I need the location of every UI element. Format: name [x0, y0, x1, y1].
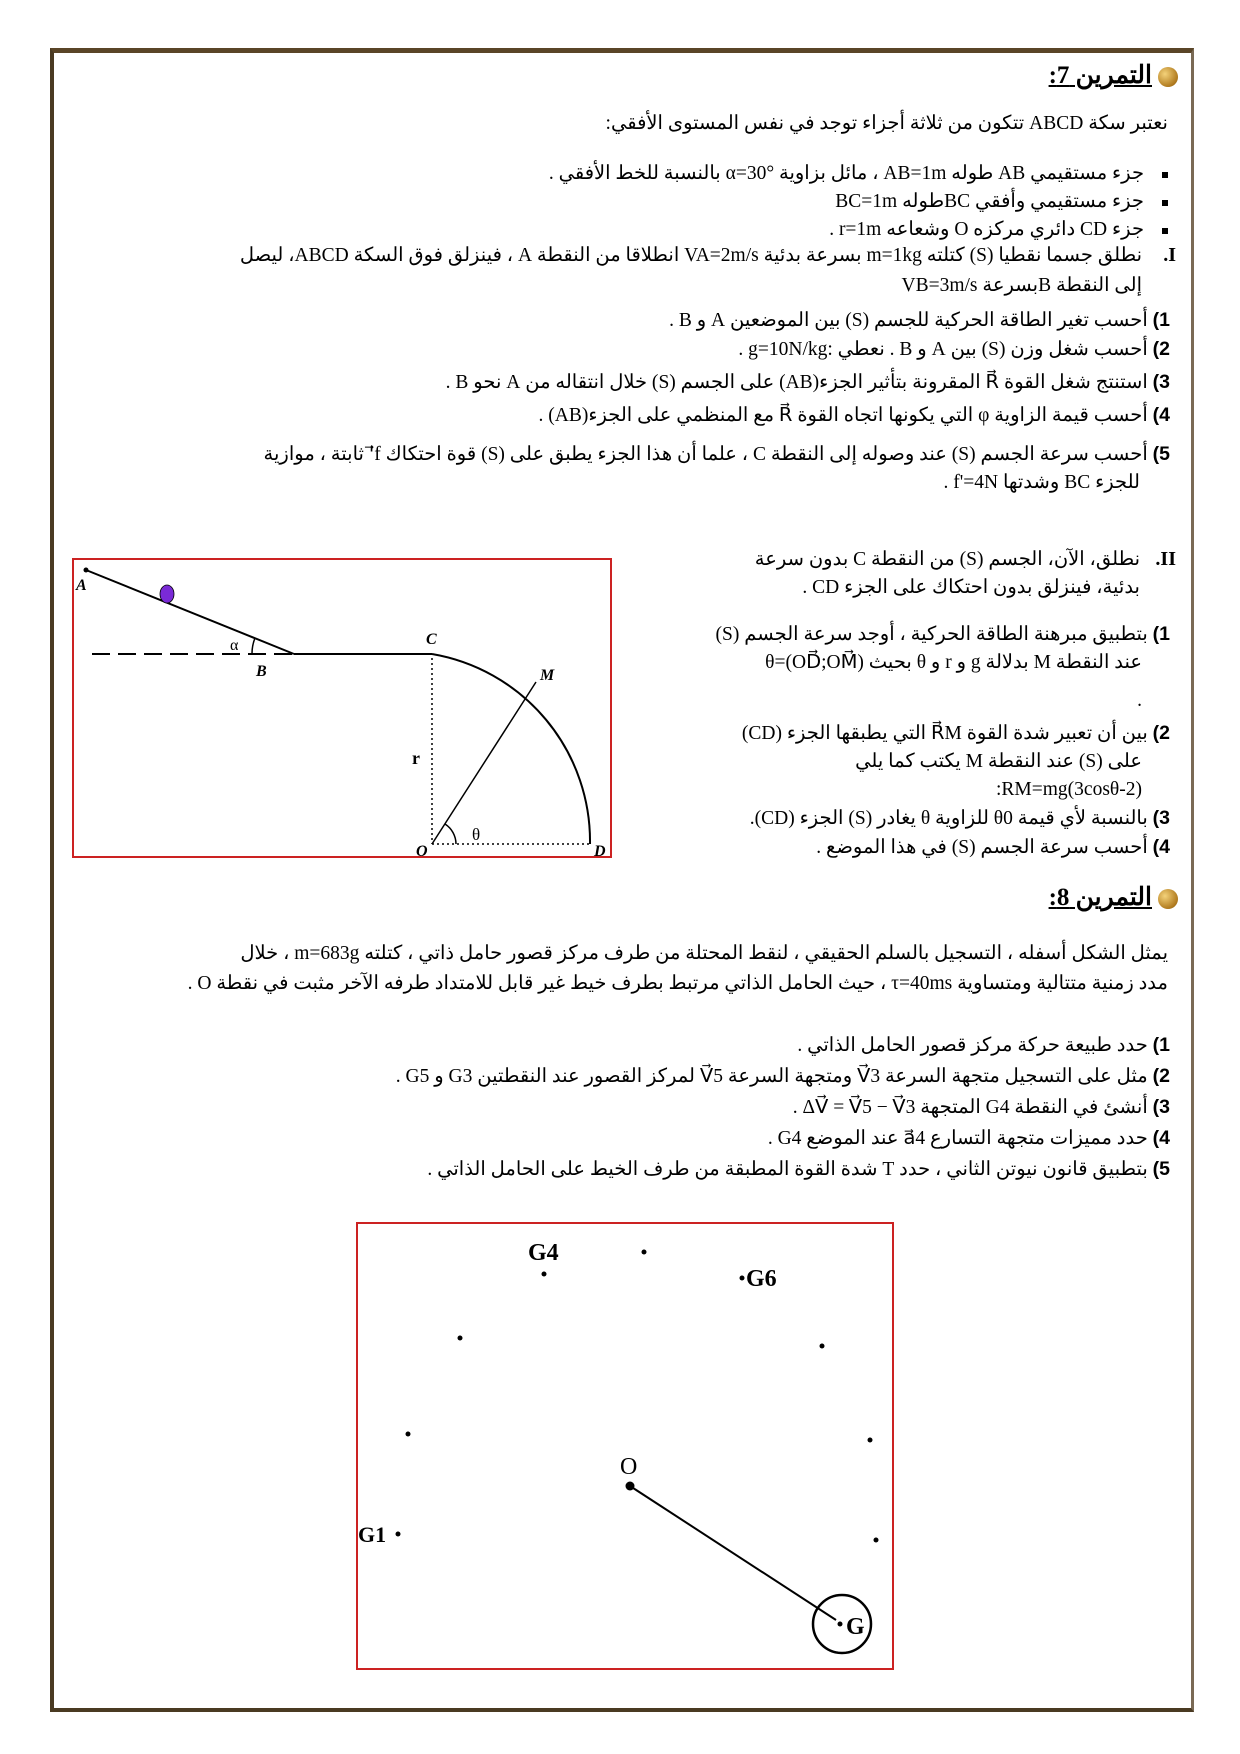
q-text: بتطبيق قانون نيوتن الثاني ، حدد T شدة القوة المطبقة من طرف الخيط على الحامل الذاتي .	[427, 1159, 1148, 1180]
ex7-part-I-label: I.	[1163, 244, 1176, 266]
q-number: 2)	[1152, 338, 1170, 360]
ex7-II-l2: بدئية، فينزلق بدون احتكاك على الجزء CD .	[802, 577, 1140, 598]
ex7-I-q1	[70, 306, 1170, 335]
label-theta: θ	[472, 825, 481, 844]
q-text: مثل على التسجيل متجهة السرعة V⃗3 ومتجهة السرعة V⃗5 لمركز القصور عند النقطتين G3 و G5 .	[395, 1066, 1148, 1087]
q-text: أنشئ في النقطة G4 المتجهة ΔV⃗ = V⃗5 − V⃗3 .	[792, 1097, 1148, 1118]
label-C: C	[426, 631, 437, 648]
coin-bullet-icon	[1158, 889, 1178, 909]
ex7-I-line1: نطلق جسما نقطيا (S) كتلته m=1kg بسرعة بدئية VA=2m/s انطلاقا من النقطة A ، فينزلق فوق السكة ABCD، ليصل	[239, 245, 1142, 266]
ex7-II-q2	[610, 719, 1170, 748]
q-text: أحسب قيمة الزاوية φ التي يكونها اتجاه القوة R⃗ مع المنظمي على الجزء(AB) .	[538, 405, 1148, 426]
label-G: G	[846, 1614, 865, 1640]
q-number: 3)	[1152, 371, 1170, 393]
ex7-I-q4	[70, 401, 1170, 430]
label-B: B	[256, 663, 267, 680]
ex8-q2	[70, 1061, 1170, 1092]
ball-S	[160, 585, 174, 603]
ex8-title-text: التمرين 8:	[1048, 884, 1152, 911]
q-text: حدد طبيعة حركة مركز قصور الحامل الذاتي .	[797, 1035, 1148, 1056]
ex7-part-2	[835, 188, 1168, 216]
ex7-part-II-label: II.	[1155, 548, 1176, 570]
label-D: D	[594, 843, 606, 858]
label-M: M	[540, 667, 555, 684]
q-number: 3)	[1152, 1096, 1170, 1118]
dot-G	[838, 1622, 843, 1627]
ex7-intro: نعتبر سكة ABCD تتكون من ثلاثة أجزاء توجد في نفس المستوى الأفقي:	[605, 113, 1168, 134]
ex7-I-questions	[70, 306, 1170, 497]
label-G1: G1	[358, 1522, 387, 1547]
label-A: A	[76, 577, 87, 594]
ex7-II-q3	[610, 804, 1170, 833]
ex8-line2: مدد زمنية متتالية ومتساوية τ=40ms ، حيث الحامل الذاتي مرتبط بطرف خيط غير قابل للامتداد طرفه الآخر مثبت في نقطة O .	[187, 973, 1168, 994]
point-A	[84, 568, 89, 573]
ex8-q3	[70, 1092, 1170, 1123]
ex7-II-l1: نطلق، الآن، الجسم (S) من النقطة C بدون سرعة	[754, 549, 1140, 570]
label-alpha: α	[230, 637, 239, 654]
figure-border	[73, 559, 611, 857]
q-number: 4)	[1152, 1127, 1170, 1149]
q-number: 1)	[1152, 1034, 1170, 1056]
ex8-questions	[70, 1030, 1170, 1185]
ex7-II-q1b: عند النقطة M بدلالة g و r و θ بحيث θ=(OD⃗;OM⃗)	[765, 652, 1142, 673]
dot-G3	[458, 1336, 463, 1341]
ex7-part-1-text: جزء مستقيمي AB طوله AB=1m ، مائل بزاوية α=30° بالنسبة للخط الأفقي .	[548, 163, 1144, 184]
ex7-part-3	[829, 216, 1168, 244]
label-O: O	[620, 1454, 638, 1480]
ex8-q5	[70, 1154, 1170, 1185]
q-number: 4)	[1152, 836, 1170, 858]
square-bullet-icon	[1162, 172, 1168, 178]
dot-G4	[542, 1272, 547, 1277]
q-text: بالنسبة لأي قيمة θ0 للزاوية θ يغادر (S) الجزء (CD).	[749, 808, 1148, 829]
dot-G2	[406, 1432, 411, 1437]
q-number: 5)	[1152, 443, 1170, 465]
ex7-II-q2c: RM=mg(3cosθ-2):	[996, 779, 1142, 800]
dot-G6	[740, 1276, 745, 1281]
square-bullet-icon	[1162, 200, 1168, 206]
dot-G9	[874, 1538, 879, 1543]
ex8-q4	[70, 1123, 1170, 1154]
label-G4: G4	[528, 1240, 559, 1266]
label-O: O	[416, 843, 428, 858]
ex7-II-q1	[610, 620, 1170, 649]
q-number: 2)	[1152, 1065, 1170, 1087]
q-text: بين أن تعبير شدة القوة R⃗M التي يطبقها الجزء (CD)	[741, 723, 1148, 744]
label-r: r	[412, 748, 420, 768]
ex7-II-q4	[610, 833, 1170, 862]
label-G6: G6	[746, 1266, 777, 1292]
q-number: 1)	[1152, 623, 1170, 645]
ex8-recording-figure	[356, 1222, 894, 1670]
ex7-I-q2	[70, 335, 1170, 364]
ex7-I-line2: إلى النقطة Bبسرعة VB=3m/s	[901, 275, 1142, 296]
ex7-I-q3	[70, 368, 1170, 397]
q-text: أحسب تغير الطاقة الحركية للجسم (S) بين الموضعين A و B .	[669, 310, 1148, 331]
ex8-line1: يمثل الشكل أسفله ، التسجيل بالسلم الحقيقي ، لنقط المحتلة من طرف مركز قصور حامل ذاتي ، كتلته m=683g ، خلال	[240, 943, 1168, 964]
figure-border	[357, 1223, 893, 1669]
q-number: 2)	[1152, 722, 1170, 744]
dot-G1	[396, 1532, 401, 1537]
q-text: استنتج شغل القوة R⃗ المقرونة بتأثير الجزء(AB) على الجسم (S) خلال انتقاله من A نحو B .	[445, 372, 1148, 393]
q-number: 3)	[1152, 807, 1170, 829]
q-text: بتطبيق مبرهنة الطاقة الحركية ، أوجد سرعة الجسم (S)	[715, 624, 1148, 645]
q-text: أحسب شغل وزن (S) بين A و B . نعطي :g=10N/kg .	[738, 339, 1148, 360]
q-number: 1)	[1152, 309, 1170, 331]
ex7-I-q5-cont	[70, 469, 1140, 497]
ex8-title	[1049, 882, 1178, 912]
q-text: للجزء BC وشدتها f'=4N .	[943, 472, 1140, 493]
square-bullet-icon	[1162, 228, 1168, 234]
ex8-q1	[70, 1030, 1170, 1061]
ex7-part-3-text: جزء CD دائري مركزه O وشعاعه r=1m .	[829, 219, 1144, 240]
dot-G7	[820, 1344, 825, 1349]
ex7-part-1	[549, 160, 1168, 188]
ex7-title	[1049, 60, 1178, 90]
coin-bullet-icon	[1158, 67, 1178, 87]
ex7-title-text: التمرين 7:	[1048, 62, 1152, 89]
ex7-II-q2b: على (S) عند النقطة M يكتب كما يلي	[855, 751, 1142, 772]
dot-G8	[868, 1438, 873, 1443]
q-text: حدد مميزات متجهة التسارع a⃗4 عند الموضع G4 .	[767, 1128, 1148, 1149]
ex7-track-figure	[72, 558, 612, 858]
q-text: أحسب سرعة الجسم (S) عند وصوله إلى النقطة C ، علما أن هذا الجزء يطبق على (S) قوة احتكاك f'⃗ ثابتة ، موازية	[263, 444, 1148, 465]
ex7-II-questions	[610, 620, 1170, 862]
dot-G5	[642, 1250, 647, 1255]
ex7-part-2-text: جزء مستقيمي وأفقي BCطوله BC=1m	[835, 191, 1144, 212]
q-number: 5)	[1152, 1158, 1170, 1180]
ex7-I-q5	[70, 440, 1170, 469]
ex7-II-intro	[620, 546, 1140, 602]
q-number: 4)	[1152, 404, 1170, 426]
ex7-II-q1c: .	[1137, 690, 1142, 711]
q-text: أحسب سرعة الجسم (S) في هذا الموضع .	[816, 837, 1148, 858]
